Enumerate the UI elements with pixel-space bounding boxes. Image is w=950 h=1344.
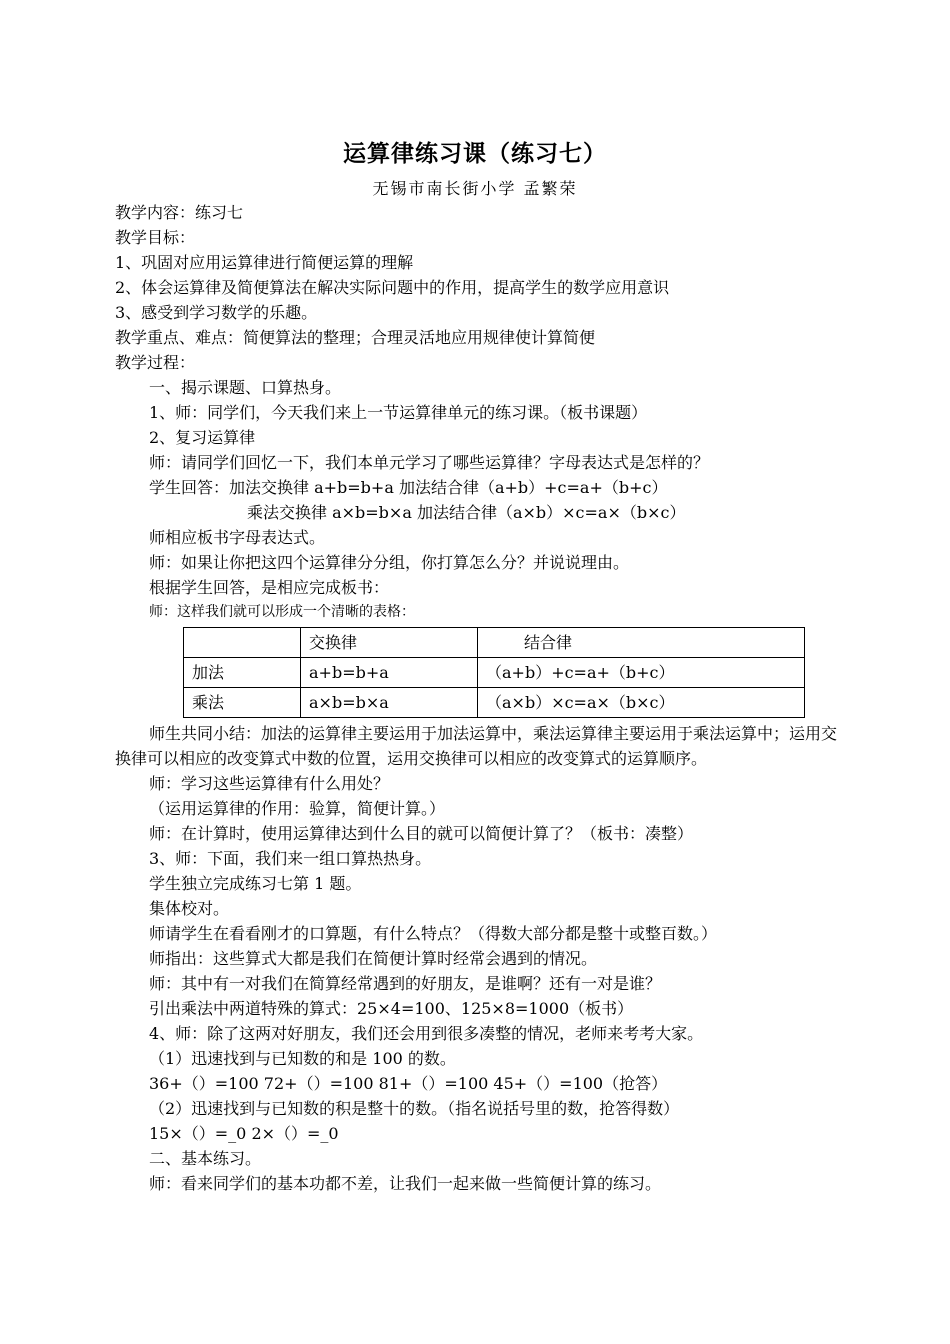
- text-line: 集体校对。: [149, 899, 230, 918]
- goal-item: 2、体会运算律及简便算法在解决实际问题中的作用，提高学生的数学应用意识: [115, 278, 670, 297]
- text-line: 学生独立完成练习七第 1 题。: [149, 874, 362, 893]
- table-header-cell: [184, 628, 301, 658]
- table-cell: a×b=b×a: [301, 688, 478, 718]
- text-line: 师：看来同学们的基本功都不差，让我们一起来做一些简便计算的练习。: [149, 1174, 662, 1193]
- process-heading: 教学过程：: [115, 353, 196, 372]
- table-intro: 师：这样我们就可以形成一个清晰的表格：: [149, 604, 415, 620]
- document-body: [115, 200, 845, 1196]
- text-line: （运用运算律的作用：验算，简便计算。）: [149, 799, 446, 818]
- text-line: 师相应板书字母表达式。: [149, 528, 326, 547]
- teaching-content: 教学内容：练习七: [115, 203, 244, 222]
- key-points: 教学重点、难点：简便算法的整理；合理灵活地应用规律使计算简便: [115, 328, 596, 347]
- document-title: 运算律练习课（练习七）: [343, 140, 607, 167]
- text-line: 15×（）=_0 2×（）=_0: [149, 1124, 339, 1143]
- text-line: 36+（）=100 72+（）=100 81+（）=100 45+（）=100（抢答）: [149, 1074, 668, 1093]
- table-cell: 加法: [184, 658, 301, 688]
- table-cell: a+b=b+a: [301, 658, 478, 688]
- text-line: 师请学生在看看刚才的口算题，有什么特点？（得数大部分都是整十或整百数。）: [149, 924, 718, 943]
- text-line: 师：其中有一对我们在简算经常遇到的好朋友，是谁啊？还有一对是谁？: [149, 974, 662, 993]
- author-line: 无锡市南长街小学 孟繁荣: [372, 179, 578, 198]
- table-header-cell: 结合律: [478, 628, 805, 658]
- summary-paragraph: 师生共同小结：加法的运算律主要运用于加法运算中，乘法运算律主要运用于乘法运算中；运用交换律可以相应的改变算式中数的位置，运用交换律可以相应的改变算式的运算顺序。: [115, 724, 838, 768]
- table-cell: （a+b）+c=a+（b+c）: [478, 658, 805, 688]
- table-header-cell: 交换律: [301, 628, 478, 658]
- text-line: （2）迅速找到与已知数的积是整十的数。（指名说括号里的数，抢答得数）: [149, 1099, 680, 1118]
- text-line: 4、师：除了这两对好朋友，我们还会用到很多凑整的情况，老师来考考大家。: [149, 1024, 704, 1043]
- text-line: 师：如果让你把这四个运算律分分组，你打算怎么分？并说说理由。: [149, 553, 630, 572]
- text-line: 学生回答：加法交换律 a+b=b+a 加法结合律（a+b）+c=a+（b+c）: [149, 478, 668, 497]
- text-line: （1）迅速找到与已知数的和是 100 的数。: [149, 1049, 456, 1068]
- text-line: 根据学生回答，是相应完成板书：: [149, 578, 390, 597]
- table-cell: 乘法: [184, 688, 301, 718]
- text-line: 乘法交换律 a×b=b×a 加法结合律（a×b）×c=a×（b×c）: [247, 503, 686, 522]
- text-line: 师：在计算时，使用运算律达到什么目的就可以简便计算了？（板书：凑整）: [149, 824, 694, 843]
- table-cell: （a×b）×c=a×（b×c）: [478, 688, 805, 718]
- goal-item: 3、感受到学习数学的乐趣。: [115, 303, 318, 322]
- text-line: 师：学习这些运算律有什么用处？: [149, 774, 390, 793]
- table-row: [184, 688, 805, 718]
- goal-item: 1、巩固对应用运算律进行简便运算的理解: [115, 253, 414, 272]
- operation-laws-table: [183, 627, 805, 718]
- text-line: 师：请同学们回忆一下，我们本单元学习了哪些运算律？字母表达式是怎样的？: [149, 453, 710, 472]
- teaching-goals-heading: 教学目标：: [115, 228, 196, 247]
- table-header-row: [184, 628, 805, 658]
- text-line: 3、师：下面，我们来一组口算热热身。: [149, 849, 432, 868]
- section-heading: 二、基本练习。: [149, 1149, 262, 1168]
- text-line: 师指出：这些算式大都是我们在简便计算时经常会遇到的情况。: [149, 949, 598, 968]
- table-row: [184, 658, 805, 688]
- text-line: 引出乘法中两道特殊的算式：25×4=100、125×8=1000（板书）: [149, 999, 634, 1018]
- text-line: 2、复习运算律: [149, 428, 256, 447]
- text-line: 1、师：同学们，今天我们来上一节运算律单元的练习课。（板书课题）: [149, 403, 648, 422]
- section-heading: 一、揭示课题、口算热身。: [149, 378, 342, 397]
